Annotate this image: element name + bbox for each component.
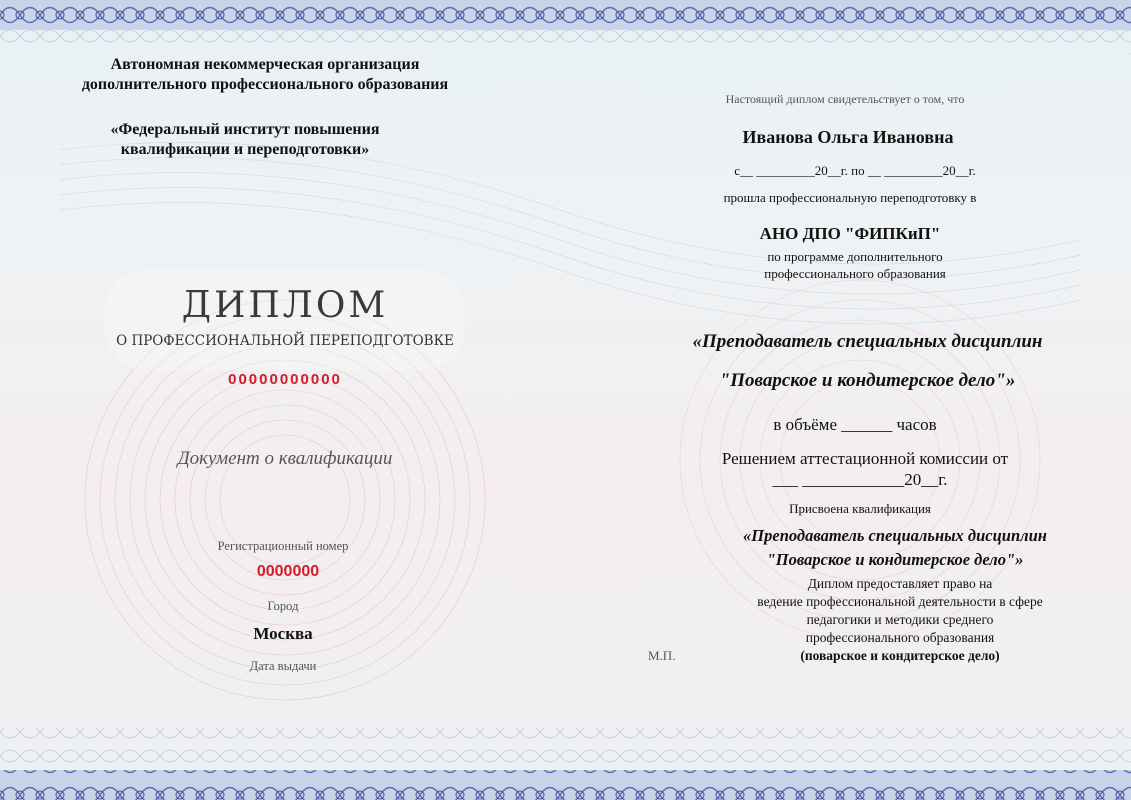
city: Москва: [253, 624, 313, 643]
study-period: с__ _________20__г. по __ _________20__г.: [734, 163, 976, 178]
org-name-line1: «Федеральный институт повышения: [110, 121, 380, 138]
diploma-title: ДИПЛОМ: [181, 285, 389, 326]
rights-line3: педагогики и методики среднего: [806, 612, 994, 627]
hours-volume: в объёме ______ часов: [773, 415, 937, 434]
rights-line1: Диплом предоставляет право на: [807, 576, 993, 591]
city-label: Город: [267, 599, 299, 613]
qualification-line2: "Поварское и кондитерское дело"»: [766, 550, 1024, 569]
qualification-line1: «Преподаватель специальных дисциплин: [743, 526, 1047, 545]
passed-text: прошла профессиональную переподготовку в: [723, 190, 977, 205]
stamp-label: М.П.: [648, 648, 676, 663]
program-line1: по программе дополнительного: [767, 249, 943, 264]
program-line2: профессионального образования: [764, 266, 946, 281]
intro-text: Настоящий диплом свидетельствует о том, что: [725, 92, 965, 106]
top-border: [0, 0, 1131, 30]
reg-number-label: Регистрационный номер: [217, 539, 349, 553]
org-line2: дополнительного профессионального образования: [81, 76, 449, 93]
reg-number: 0000000: [256, 563, 320, 580]
serial-number: 00000000000: [228, 371, 342, 388]
rights-line5: (поварское и кондитерское дело): [800, 648, 1000, 663]
rights-line4: профессионального образования: [805, 630, 995, 645]
doc-type: Документ о квалификации: [177, 448, 393, 469]
program-name-line1: «Преподаватель специальных дисциплин: [692, 331, 1043, 352]
org-line1: Автономная некоммерческая организация: [110, 56, 420, 73]
holder-name: Иванова Ольга Ивановна: [742, 127, 954, 147]
commission-line2: ___ ____________20__г.: [772, 470, 948, 489]
commission-line1: Решением аттестационной комиссии от: [721, 449, 1009, 468]
org-short-name: АНО ДПО "ФИПКиП": [759, 224, 941, 243]
issue-date-label: Дата выдачи: [249, 659, 317, 673]
org-name-line2: квалификации и переподготовки»: [120, 141, 370, 158]
bottom-border: [0, 770, 1131, 800]
diploma-subtitle: О ПРОФЕССИОНАЛЬНОЙ ПЕРЕПОДГОТОВКЕ: [116, 333, 454, 349]
rights-line2: ведение профессиональной деятельности в сфере: [757, 594, 1043, 609]
program-name-line2: "Поварское и кондитерское дело"»: [719, 370, 1016, 391]
qualification-label: Присвоена квалификация: [789, 501, 931, 516]
